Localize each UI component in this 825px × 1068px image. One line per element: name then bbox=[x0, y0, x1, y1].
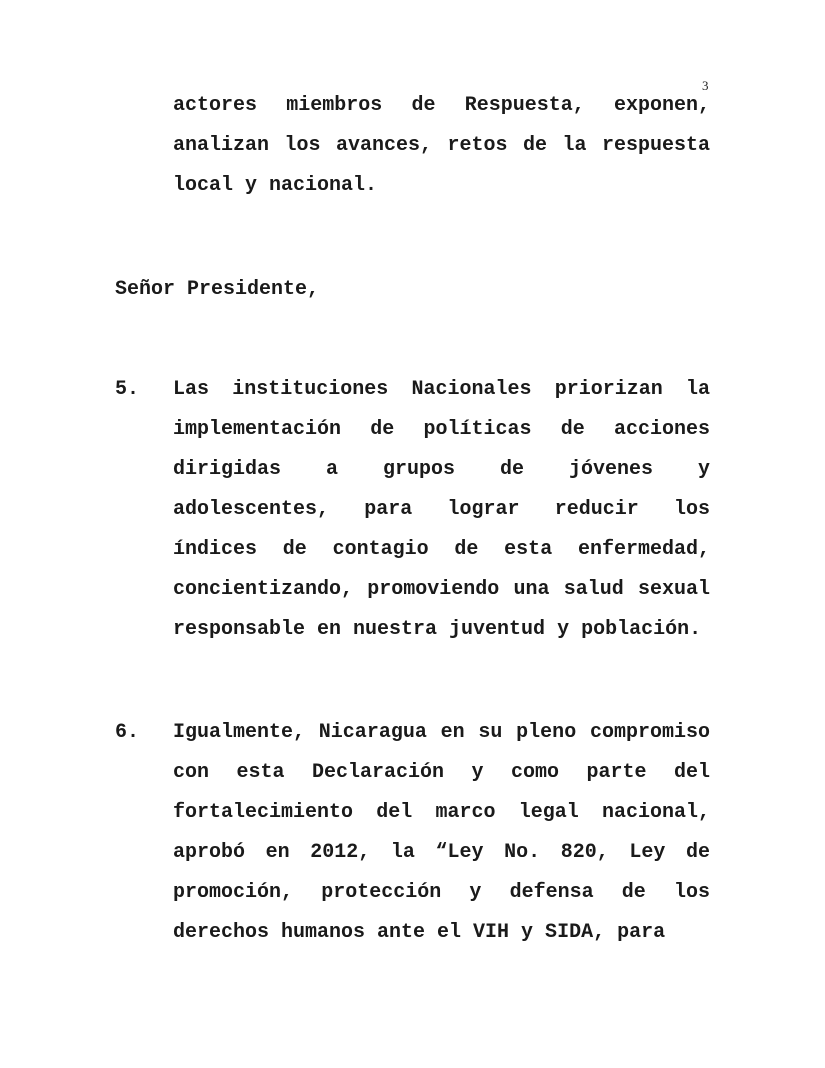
paragraph-body: Igualmente, Nicaragua en su pleno compromiso con esta Declaración y como parte del fortalecimiento del marco legal nacional, aprobó en 2012, la “Ley No. 820, Ley de promoción, protección y defensa de los derechos humanos ante el VIH y SIDA, para bbox=[173, 721, 710, 944]
paragraph-body: Las instituciones Nacionales priorizan la implementación de políticas de acciones dirigidas a grupos de jóvenes y adolescentes, para lograr reducir los índices de contagio de esta enfermedad, concientizando, promoviendo una salud sexual responsable en nuestra juventud y población. bbox=[173, 378, 710, 641]
continuation-paragraph: actores miembros de Respuesta, exponen, analizan los avances, retos de la respuesta local y nacional. bbox=[173, 94, 710, 197]
page-number: 3 bbox=[702, 78, 709, 93]
paragraph-number: 6. bbox=[115, 721, 140, 744]
salutation: Señor Presidente, bbox=[115, 278, 320, 301]
paragraph-number: 5. bbox=[115, 378, 140, 401]
